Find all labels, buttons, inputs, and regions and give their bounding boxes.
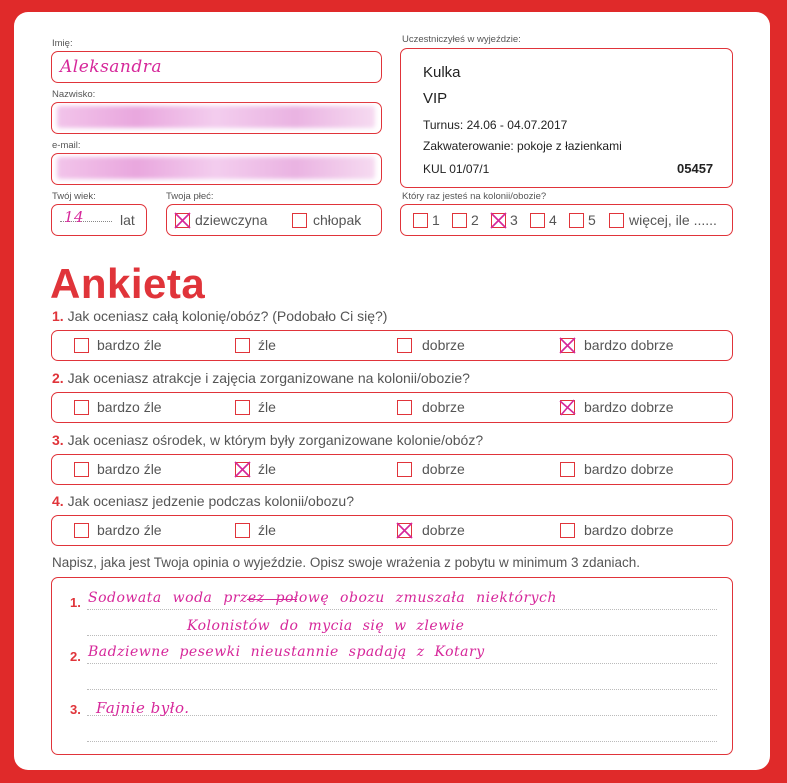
strike-through [247, 599, 297, 600]
question-1 [52, 308, 387, 324]
q3-zle-label: źle [258, 461, 276, 477]
handwritten-line-1a: Sodowata woda przez połowę obozu zmuszała niektórych [88, 590, 557, 606]
turnus: Turnus: 24.06 - 04.07.2017 [423, 118, 568, 132]
writing-line [87, 635, 717, 636]
camp-type: VIP [423, 90, 448, 107]
q1-dobrze-checkbox[interactable] [397, 338, 412, 353]
handwritten-line-3: Fajnie było. [96, 699, 190, 717]
q1-bardzo-dobrze-checkbox[interactable] [560, 338, 575, 353]
q4-zle-label: źle [258, 522, 276, 538]
q1-bardzo-dobrze-label: bardzo dobrze [584, 337, 674, 353]
q2-zle-checkbox[interactable] [235, 400, 250, 415]
age-label: Twój wiek: [52, 191, 96, 202]
survey-form [14, 12, 770, 770]
question-3-answers [51, 454, 733, 485]
times-more-label: więcej, ile ...... [629, 212, 717, 228]
q4-dobrze-label: dobrze [422, 522, 465, 538]
times-field [400, 204, 733, 236]
handwritten-line-2: Badziewne pesewki nieustannie spadają z Kotary [88, 644, 485, 660]
survey-title: Ankieta [50, 260, 206, 307]
times-4-label: 4 [549, 212, 557, 228]
q3-bardzo-dobrze-checkbox[interactable] [560, 462, 575, 477]
writing-line [87, 609, 717, 610]
question-2 [52, 370, 470, 386]
q1-bardzo-zle-checkbox[interactable] [74, 338, 89, 353]
q4-bardzo-zle-label: bardzo źle [97, 522, 162, 538]
q3-dobrze-label: dobrze [422, 461, 465, 477]
gender-female-checkbox[interactable] [175, 213, 190, 228]
question-1-text: Jak oceniasz całą kolonię/obóz? (Podobało Ci się?) [67, 308, 388, 324]
participant-label: Uczestniczyłeś w wyjeździe: [402, 34, 521, 45]
gender-label: Twoja płeć: [166, 191, 214, 202]
line-number-3: 3. [70, 702, 81, 717]
gender-male-label: chłopak [313, 212, 362, 228]
times-3-label: 3 [510, 212, 518, 228]
opinion-prompt: Napisz, jaka jest Twoja opinia o wyjeździe. Opisz swoje wrażenia z pobytu w minimum 3 zdaniach. [52, 555, 641, 570]
name-label: Imię: [52, 38, 73, 49]
line-number-2: 2. [70, 649, 81, 664]
times-more-checkbox[interactable] [609, 213, 624, 228]
question-4 [52, 493, 354, 509]
lodging: Zakwaterowanie: pokoje z łazienkami [423, 139, 622, 153]
email-field[interactable] [51, 153, 382, 185]
question-2-text: Jak oceniasz atrakcje i zajęcia zorganizowane na kolonii/obozie? [67, 370, 470, 386]
times-5-label: 5 [588, 212, 596, 228]
writing-line [87, 741, 717, 742]
camp-number: 05457 [677, 161, 714, 176]
q4-bardzo-zle-checkbox[interactable] [74, 523, 89, 538]
question-3 [52, 432, 483, 448]
age-unit: lat [120, 212, 135, 228]
question-1-answers [51, 330, 733, 361]
q3-bardzo-dobrze-label: bardzo dobrze [584, 461, 674, 477]
q2-bardzo-zle-label: bardzo źle [97, 399, 162, 415]
q2-bardzo-zle-checkbox[interactable] [74, 400, 89, 415]
gender-male-checkbox[interactable] [292, 213, 307, 228]
q3-zle-checkbox[interactable] [235, 462, 250, 477]
name-value: Aleksandra [60, 57, 163, 77]
writing-line [87, 689, 717, 690]
times-label: Który raz jesteś na kolonii/obozie? [402, 191, 547, 202]
q4-bardzo-dobrze-checkbox[interactable] [560, 523, 575, 538]
question-3-text: Jak oceniasz ośrodek, w którym były zorganizowane kolonie/obóz? [67, 432, 484, 448]
times-5-checkbox[interactable] [569, 213, 584, 228]
q1-bardzo-zle-label: bardzo źle [97, 337, 162, 353]
q2-zle-label: źle [258, 399, 276, 415]
q2-bardzo-dobrze-checkbox[interactable] [560, 400, 575, 415]
age-value: 14 [64, 208, 85, 226]
camp-name: Kulka [423, 64, 461, 81]
q1-dobrze-label: dobrze [422, 337, 465, 353]
q1-zle-checkbox[interactable] [235, 338, 250, 353]
q4-bardzo-dobrze-label: bardzo dobrze [584, 522, 674, 538]
q4-zle-checkbox[interactable] [235, 523, 250, 538]
question-4-answers [51, 515, 733, 546]
question-3-number: 3. [52, 432, 64, 448]
q4-dobrze-checkbox[interactable] [397, 523, 412, 538]
age-field[interactable] [51, 204, 147, 236]
times-1-checkbox[interactable] [413, 213, 428, 228]
question-2-number: 2. [52, 370, 64, 386]
times-1-label: 1 [432, 212, 440, 228]
question-4-text: Jak oceniasz jedzenie podczas kolonii/obozu? [67, 493, 354, 509]
times-2-label: 2 [471, 212, 479, 228]
q2-dobrze-checkbox[interactable] [397, 400, 412, 415]
redacted-surname [57, 106, 375, 128]
question-4-number: 4. [52, 493, 64, 509]
question-2-answers [51, 392, 733, 423]
q1-zle-label: źle [258, 337, 276, 353]
q3-bardzo-zle-checkbox[interactable] [74, 462, 89, 477]
question-1-number: 1. [52, 308, 64, 324]
handwritten-line-1b: Kolonistów do mycia się w zlewie [187, 618, 465, 634]
q3-dobrze-checkbox[interactable] [397, 462, 412, 477]
times-2-checkbox[interactable] [452, 213, 467, 228]
times-3-checkbox[interactable] [491, 213, 506, 228]
times-4-checkbox[interactable] [530, 213, 545, 228]
line-number-1: 1. [70, 595, 81, 610]
email-label: e-mail: [52, 140, 81, 151]
opinion-box[interactable] [51, 577, 733, 755]
surname-field[interactable] [51, 102, 382, 134]
gender-female-label: dziewczyna [195, 212, 268, 228]
gender-field [166, 204, 382, 236]
name-field[interactable] [51, 51, 382, 83]
q2-bardzo-dobrze-label: bardzo dobrze [584, 399, 674, 415]
surname-label: Nazwisko: [52, 89, 96, 100]
camp-code: KUL 01/07/1 [423, 162, 490, 176]
writing-line [87, 663, 717, 664]
participant-card [400, 48, 733, 188]
redacted-email [57, 157, 375, 179]
q3-bardzo-zle-label: bardzo źle [97, 461, 162, 477]
q2-dobrze-label: dobrze [422, 399, 465, 415]
